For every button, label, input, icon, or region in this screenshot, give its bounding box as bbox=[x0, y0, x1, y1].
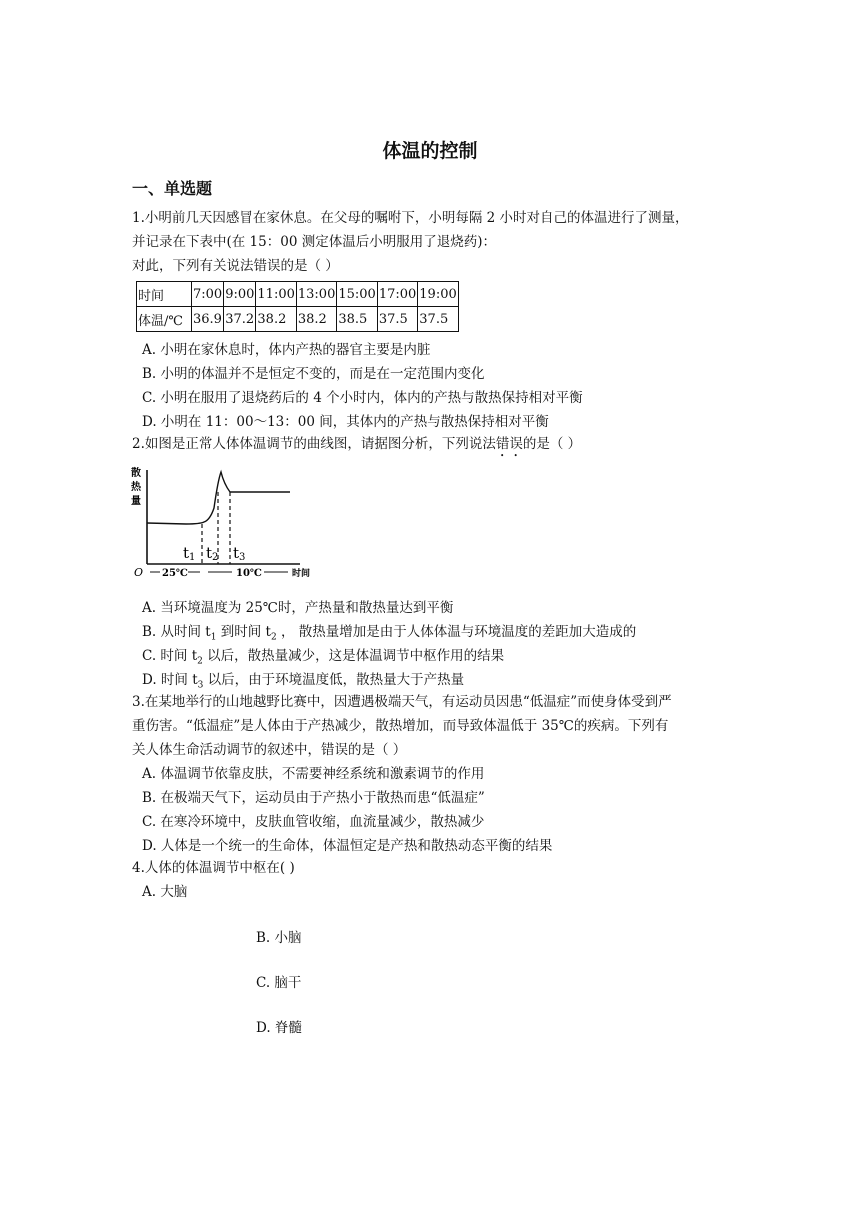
table-cell: 37.5 bbox=[418, 307, 458, 332]
table-cell: 7:00 bbox=[192, 282, 224, 307]
table-cell: 19:00 bbox=[418, 282, 458, 307]
figure-env-label-1: 25℃ bbox=[162, 568, 188, 579]
q2-stem-line-1 bbox=[132, 434, 581, 460]
q2-option-a: A. 当环境温度为 25℃时，产热量和散热量达到平衡 bbox=[142, 600, 454, 616]
q4-stem-line-1: 4.人体的体温调节中枢在( ) bbox=[132, 860, 295, 876]
q3-stem-line-3: 关人体生命活动调节的叙述中，错误的是（ ） bbox=[132, 742, 407, 758]
section-heading: 一、单选题 bbox=[132, 179, 213, 198]
q1-option-a: A. 小明在家休息时，体内产热的器官主要是内脏 bbox=[142, 342, 431, 358]
figure-ylabel-char: 热 bbox=[131, 482, 141, 493]
q1-option-b: B. 小明的体温并不是恒定不变的，而是在一定范围内变化 bbox=[142, 366, 485, 382]
q4-option-c: C. 脑干 bbox=[256, 975, 302, 991]
q4-option-b: B. 小脑 bbox=[256, 930, 302, 946]
q3-stem-line-1: 3.在某地举行的山地越野比赛中，因遭遇极端天气，有运动员因患“低温症”而使身体受到严 bbox=[132, 694, 672, 710]
table-cell: 13:00 bbox=[296, 282, 336, 307]
table-cell: 38.2 bbox=[256, 307, 296, 332]
q2-stem-text: 2.如图是正常人体体温调节的曲线图，请据图分析，下列说法 bbox=[132, 436, 496, 452]
q2-stem-emphasis: 错误 bbox=[495, 436, 523, 452]
q1-option-c: C. 小明在服用了退烧药后的 4 个小时内，体内的产热与散热保持相对平衡 bbox=[142, 390, 583, 406]
figure-origin-label: O bbox=[134, 566, 144, 579]
figure-ylabel-char: 散 bbox=[131, 468, 141, 479]
q2-option-b: B. 从时间 $t_1$ 到时间 $t_2$ ， 散热量增加是由于人体体温与环境温度的差距加大造成的 bbox=[142, 624, 637, 643]
heat-dissipation-figure bbox=[128, 462, 328, 594]
q3-option-b: B. 在极端天气下，运动员由于产热小于散热而患“低温症” bbox=[142, 790, 485, 806]
q3-option-a: A. 体温调节依靠皮肤，不需要神经系统和激素调节的作用 bbox=[142, 766, 485, 782]
figure-xlabel: 时间 bbox=[292, 569, 311, 579]
temperature-table bbox=[136, 281, 459, 332]
q1-stem-line-3: 对此，下列有关说法错误的是（ ） bbox=[132, 258, 339, 274]
q2-option-c: C. 时间 $t_2$ 以后，散热量减少，这是体温调节中枢作用的结果 bbox=[142, 648, 505, 667]
table-cell: 9:00 bbox=[224, 282, 256, 307]
table-header-cell: 时间 bbox=[137, 282, 192, 307]
figure-t2-label: t2 bbox=[206, 544, 219, 563]
table-row bbox=[137, 282, 459, 307]
q2-stem-text-end: 的是（ ） bbox=[522, 436, 582, 452]
figure-t1-label: t1 bbox=[183, 544, 196, 563]
q3-stem-line-2: 重伤害。“低温症”是人体由于产热减少，散热增加，而导致体温低于 35℃的疾病。下列有 bbox=[132, 718, 669, 734]
table-cell: 38.5 bbox=[337, 307, 377, 332]
q4-option-a: A. 大脑 bbox=[142, 884, 188, 900]
figure-t3-label: t3 bbox=[233, 544, 246, 563]
table-cell: 38.2 bbox=[296, 307, 336, 332]
q1-stem-line-1: 1.小明前几天因感冒在家休息。在父母的嘱咐下，小明每隔 2 小时对自己的体温进行了测量， bbox=[132, 210, 689, 226]
table-cell: 17:00 bbox=[377, 282, 417, 307]
q1-stem-line-2: 并记录在下表中(在 15：00 测定体温后小明服用了退烧药)： bbox=[132, 234, 496, 250]
q1-option-d: D. 小明在 11：00～13：00 间，其体内的产热与散热保持相对平衡 bbox=[142, 414, 549, 430]
table-row bbox=[137, 307, 459, 332]
q4-option-d: D. 脊髓 bbox=[256, 1020, 302, 1036]
table-header-cell: 体温/℃ bbox=[137, 307, 192, 332]
document-title: 体温的控制 bbox=[382, 140, 478, 162]
table-cell: 37.2 bbox=[224, 307, 256, 332]
figure-env-label-2: 10℃ bbox=[236, 568, 262, 579]
q2-option-d: D. 时间 $t_3$ 以后，由于环境温度低，散热量大于产热量 bbox=[142, 672, 465, 691]
table-cell: 15:00 bbox=[337, 282, 377, 307]
q3-option-d: D. 人体是一个统一的生命体，体温恒定是产热和散热动态平衡的结果 bbox=[142, 838, 553, 854]
table-cell: 37.5 bbox=[377, 307, 417, 332]
q3-option-c: C. 在寒冷环境中，皮肤血管收缩，血流量减少，散热减少 bbox=[142, 814, 485, 830]
table-cell: 11:00 bbox=[256, 282, 296, 307]
table-cell: 36.9 bbox=[192, 307, 224, 332]
figure-ylabel-char: 量 bbox=[131, 496, 141, 507]
